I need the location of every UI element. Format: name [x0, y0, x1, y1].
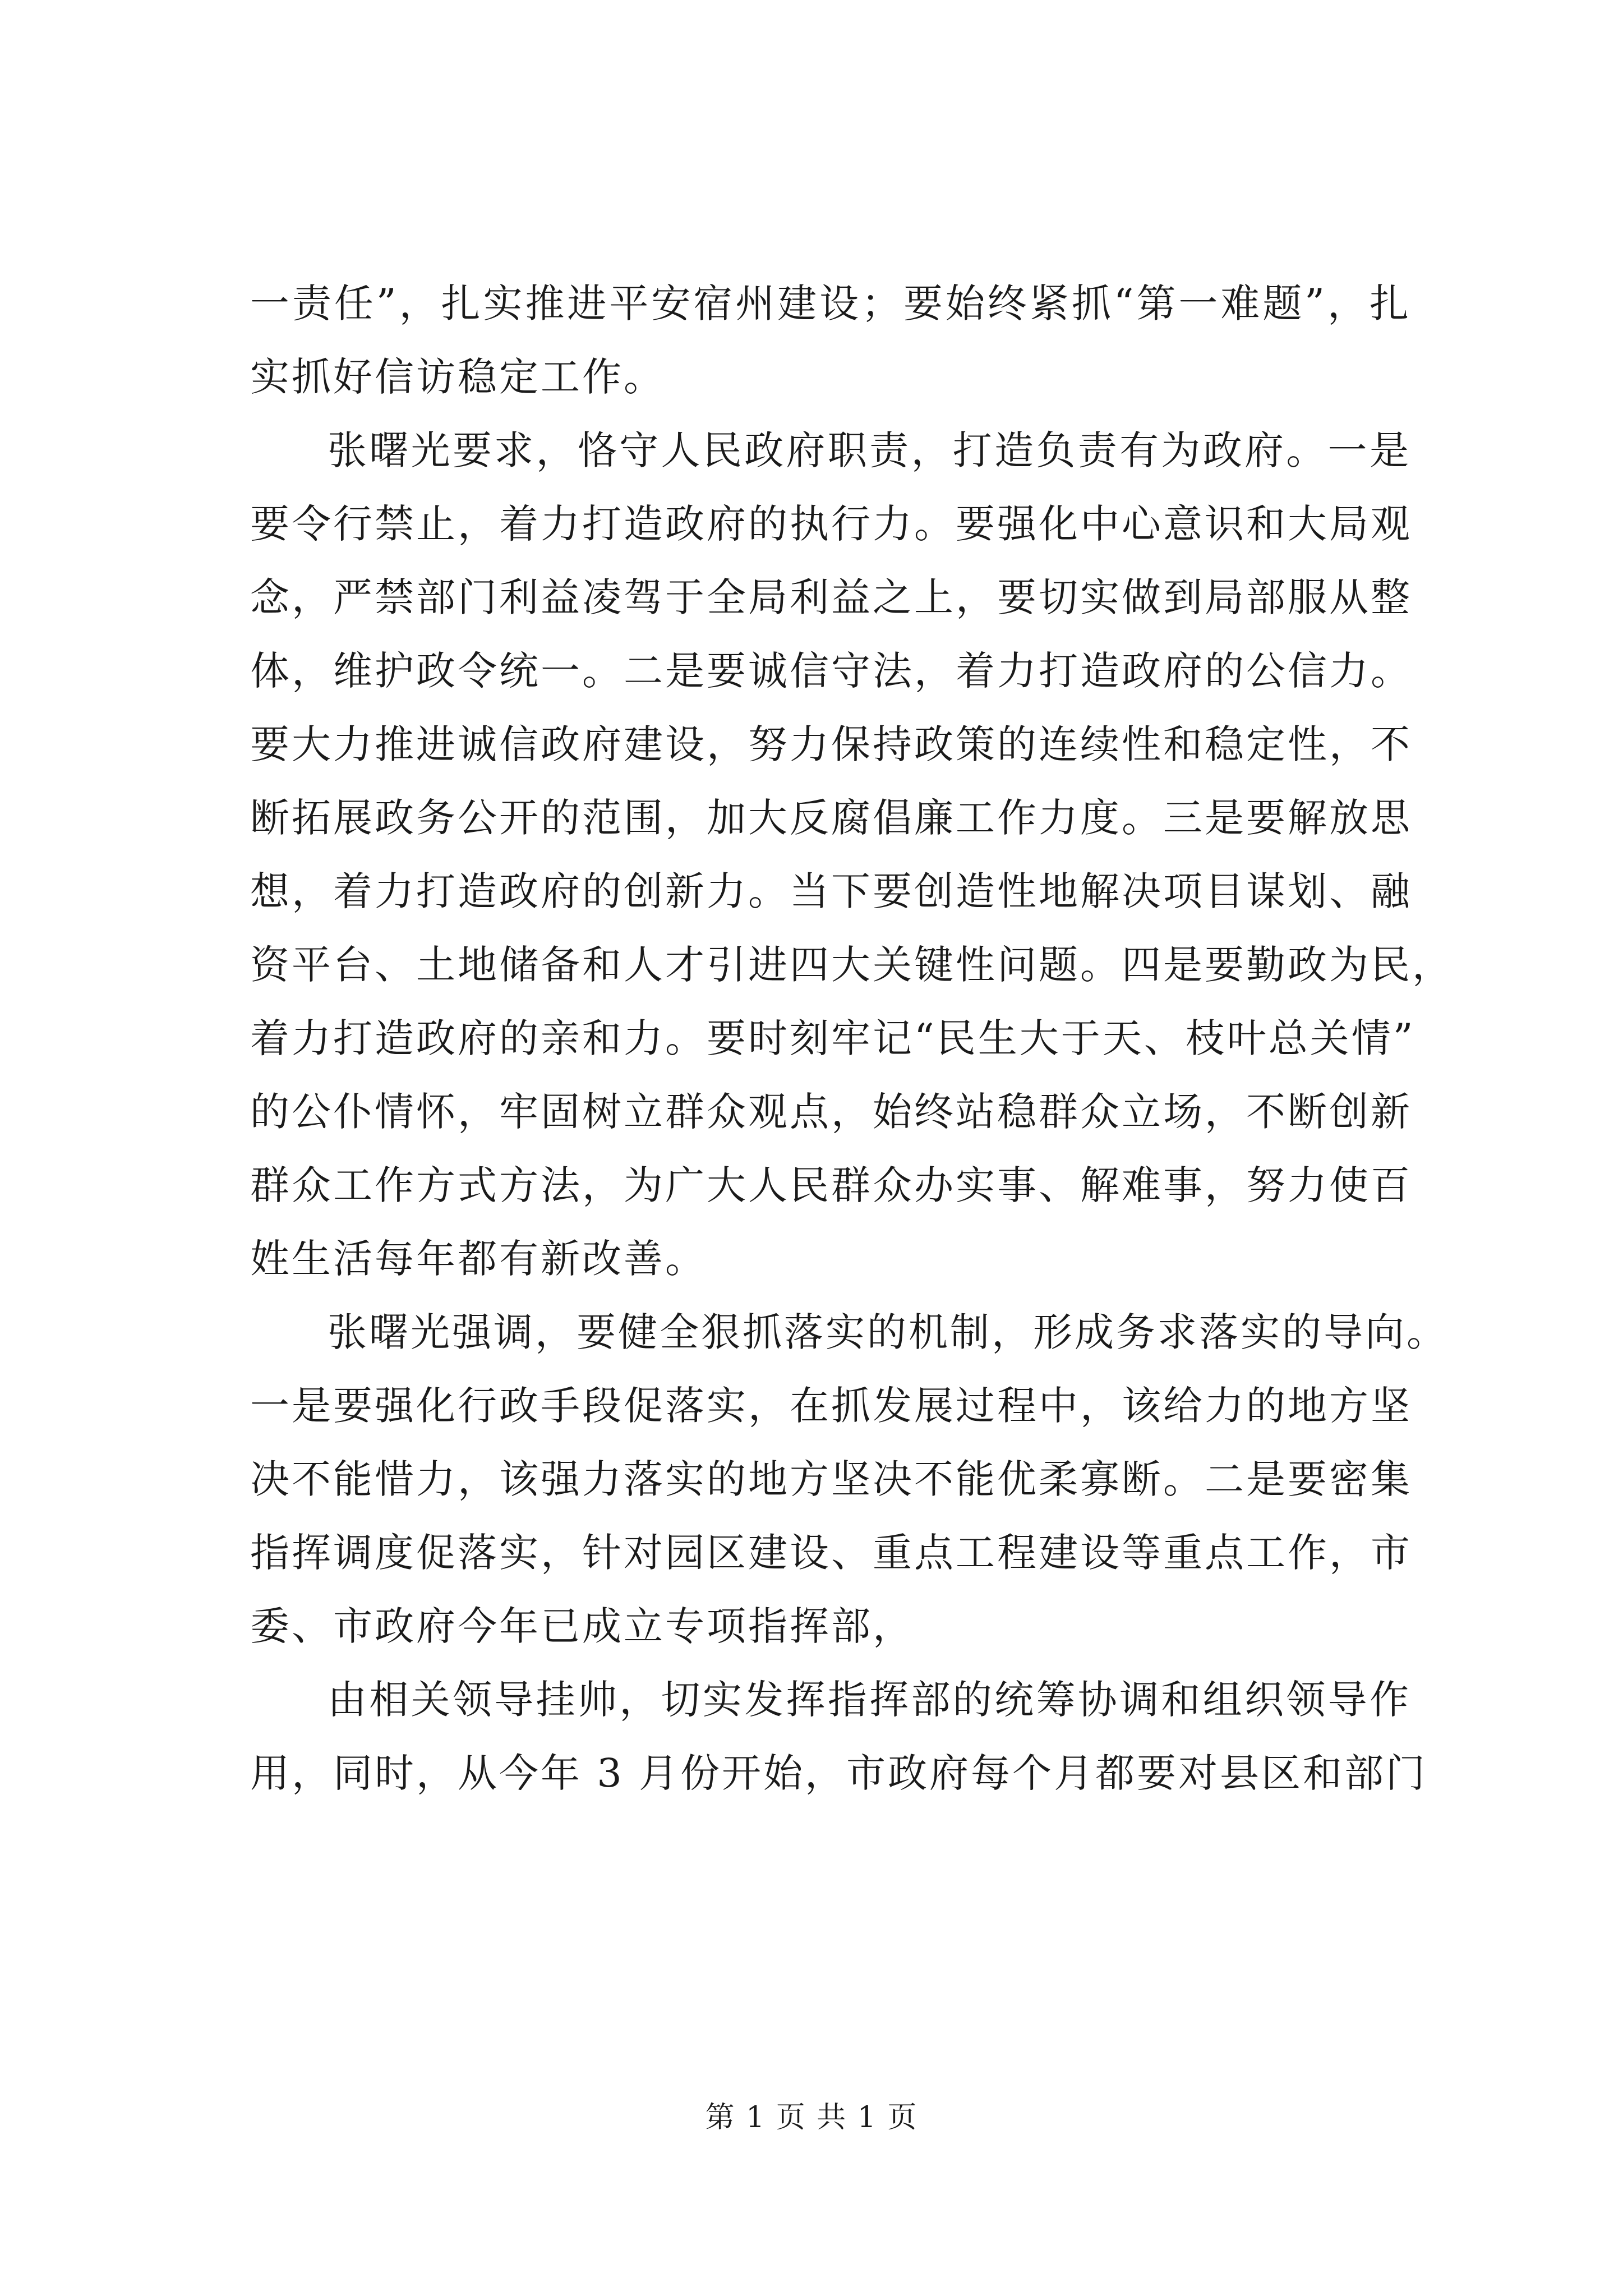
text-line: 张曙光强调，要健全狠抓落实的机制，形成务求落实的导向。 — [328, 1309, 1448, 1355]
text-line: 用，同时，从今年 3 月份开始，市政府每个月都要对县区和部门 — [250, 1750, 1428, 1796]
text-line: 实抓好信访稳定工作。 — [250, 354, 665, 400]
body-text — [250, 267, 1454, 1810]
text-line: 断拓展政务公开的范围，加大反腐倡廉工作力度。三是要解放思 — [250, 795, 1412, 841]
text-line: 委、市政府今年已成立专项指挥部， — [250, 1603, 914, 1649]
text-line: 一是要强化行政手段促落实，在抓发展过程中，该给力的地方坚 — [250, 1383, 1412, 1429]
text-line: 姓生活每年都有新改善。 — [250, 1236, 707, 1282]
text-line: 由相关领导挂帅，切实发挥指挥部的统筹协调和组织领导作 — [328, 1677, 1411, 1723]
text-line: 群众工作方式方法，为广大人民群众办实事、解难事，努力使百 — [250, 1162, 1412, 1208]
text-line: 张曙光要求，恪守人民政府职责，打造负责有为政府。一是 — [328, 427, 1411, 473]
text-line: 念，严禁部门利益凌驾于全局利益之上，要切实做到局部服从整 — [250, 574, 1412, 620]
text-line: 一责任”，扎实推进平安宿州建设；要始终紧抓“第一难题”，扎 — [250, 280, 1411, 326]
text-line: 要大力推进诚信政府建设，努力保持政策的连续性和稳定性，不 — [250, 721, 1412, 767]
text-line: 的公仆情怀，牢固树立群众观点，始终站稳群众立场，不断创新 — [250, 1089, 1412, 1135]
text-line: 资平台、土地储备和人才引进四大关键性问题。四是要勤政为民， — [250, 942, 1454, 988]
text-line: 体，维护政令统一。二是要诚信守法，着力打造政府的公信力。 — [250, 648, 1412, 694]
text-line: 着力打造政府的亲和力。要时刻牢记“民生大于天、枝叶总关情” — [250, 1015, 1415, 1061]
page-footer: 第 1 页 共 1 页 — [705, 2101, 918, 2134]
text-line: 要令行禁止，着力打造政府的执行力。要强化中心意识和大局观 — [250, 501, 1412, 547]
text-line: 指挥调度促落实，针对园区建设、重点工程建设等重点工作，市 — [250, 1530, 1412, 1576]
text-line: 想，着力打造政府的创新力。当下要创造性地解决项目谋划、融 — [250, 868, 1412, 914]
text-line: 决不能惜力，该强力落实的地方坚决不能优柔寡断。二是要密集 — [250, 1456, 1412, 1502]
